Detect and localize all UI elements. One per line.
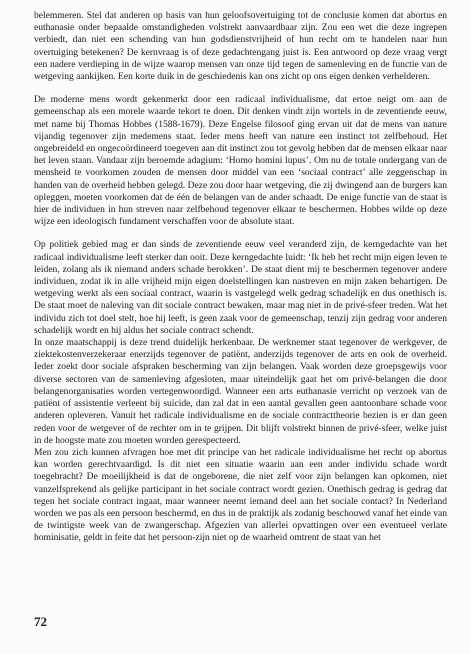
paragraph-gap — [34, 83, 447, 94]
paragraph-godsdienstvrijheid: belemmeren. Stel dat anderen op basis van hun geloofsovertuiging tot de conclusie komen dat abortus en euthanasie onder bepaalde omstandigheden volstrekt aanvaardbaar zijn. Zou een wet die deze ingrepen verbiedt, dan niet een schending van hun godsdienstvrijheid of hun recht om te handelen naar hun overtuiging betekenen? De kernvraag is of deze gedachtengang juist is. Een antwoord op deze vraag vergt een nadere verdieping in de wijze waarop mensen van onze tijd tegen de samenleving en de functie van de wetgeving aankijken. Een korte duik in de geschiedenis kan ons zicht op ons eigen denken verhelderen. — [34, 10, 447, 83]
paragraph-hobbes: De moderne mens wordt gekenmerkt door een radicaal individualisme, dat ertoe neigt om aan de gemeenschap als een morele waarde tekort te doen. Dit denken vindt zijn wortels in de zeventiende eeuw, met name bij Thomas Hobbes (1588-1679). Deze Engelse filosoof ging ervan uit dat de mens van nature vijandig tegenover zijn medemens staat. Ieder mens heeft van nature een instinct tot zelfbehoud. Het ongebreideld en ongecoördineerd toegeven aan dit instinct zou tot gevolg hebben dat de mensen elkaar naar het leven staan. Vandaar zijn beroemde adagium: ‘Homo homini lupus’. Om nu de totale ondergang van de mensheid te voorkomen zouden de mensen door middel van een ‘sociaal contract’ alle zeggenschap in handen van de overheid hebben gelegd. Deze zou door haar wetgeving, die zij dwingend aan de burgers kan opleggen, moeten voorkomen dat de één de belangen van de ander schaadt. De enige functie van de staat is hier de individuen in hun streven naar zelfbehoud tegenover elkaar te beschermen. Hobbes wilde op deze wijze een ideologisch fundament verschaffen voor de absolute staat. — [34, 94, 447, 228]
paragraph-radicaal-individualisme: Op politiek gebied mag er dan sinds de zeventiende eeuw veel veranderd zijn, de kerngedachte van het radicaal individualisme leeft sterker dan ooit. Deze kerngedachte luidt: ‘Ik heb het recht mijn eigen leven te leiden, zolang als ik niemand anders schade berokken’. De staat dient mij te beschermen tegenover andere individuen, zodat ik in alle vrijheid mijn eigen doelstellingen kan nastreven en mijn zaken behartigen. De wetgeving werkt als een sociaal contract, waarin is vastgelegd welk gedrag schadelijk en dus onethisch is. De staat moet de naleving van dit sociale contract bewaken, maar mag niet in de privé-sfeer treden. Wat het individu zich tot doel stelt, hoe hij leeft, is geen zaak voor de gemeenschap, tenzij zijn gedrag voor anderen schadelijk wordt en hij aldus het sociale contract schendt. — [34, 239, 447, 336]
paragraph-abortus: Men zou zich kunnen afvragen hoe met dit principe van het radicale individualisme het recht op abortus kan worden gerechtvaardigd. Is dit niet een situatie waarin aan een ander individu schade wordt toegebracht? De moeilijkheid is dat de ongeborene, die niet zelf voor zijn belangen kan opkomen, niet vanzelfsprekend als gelijke participant in het sociale contract wordt gezien. Onethisch gedrag is gedrag dat tegen het sociale contract ingaat, maar wanneer neemt iemand deel aan het sociale contact? In Nederland worden we pas als een persoon beschermd, en dus in de praktijk als zodanig beschouwd vanaf het einde van de twintigste week van de zwangerschap. Afgezien van allerlei opvattingen over een eventueel verlate hominisatie, geldt in feite dat het persoon-zijn niet op de waarheid omtrent de staat van het — [34, 446, 447, 544]
paragraph-gap — [34, 228, 447, 239]
paragraph-maatschappij: In onze maatschappij is deze trend duidelijk herkenbaar. De werknemer staat tegenover de werkgever, de ziektekostenverzekeraar enerzijds tegenover de patiënt, anderzijds tegenover de arts en ook de overheid. Ieder zoekt door sociale afspraken bescherming van zijn belangen. Vaak worden deze groepsgewijs voor diverse sectoren van de samenleving afgesloten, maar uiteindelijk gaat het om privé-belangen die door belangenorganisaties worden vertegenwoordigd. Wanneer een arts euthanasie verricht op verzoek van de patiënt of assistentie verleent bij suïcide, dan zal dat in een aantal gevallen geen aantoonbare schade voor anderen opleveren. Vanuit het radicale individualisme en de sociale contracttheorie bezien is er dan geen reden voor de wetgever of de rechter om in te grijpen. Dit blijft volstrekt binnen de privé-sfeer, welke juist in de hoogste mate zou moeten worden gerespecteerd. — [34, 337, 447, 446]
page-number: 72 — [34, 614, 47, 629]
page-body — [34, 10, 447, 545]
